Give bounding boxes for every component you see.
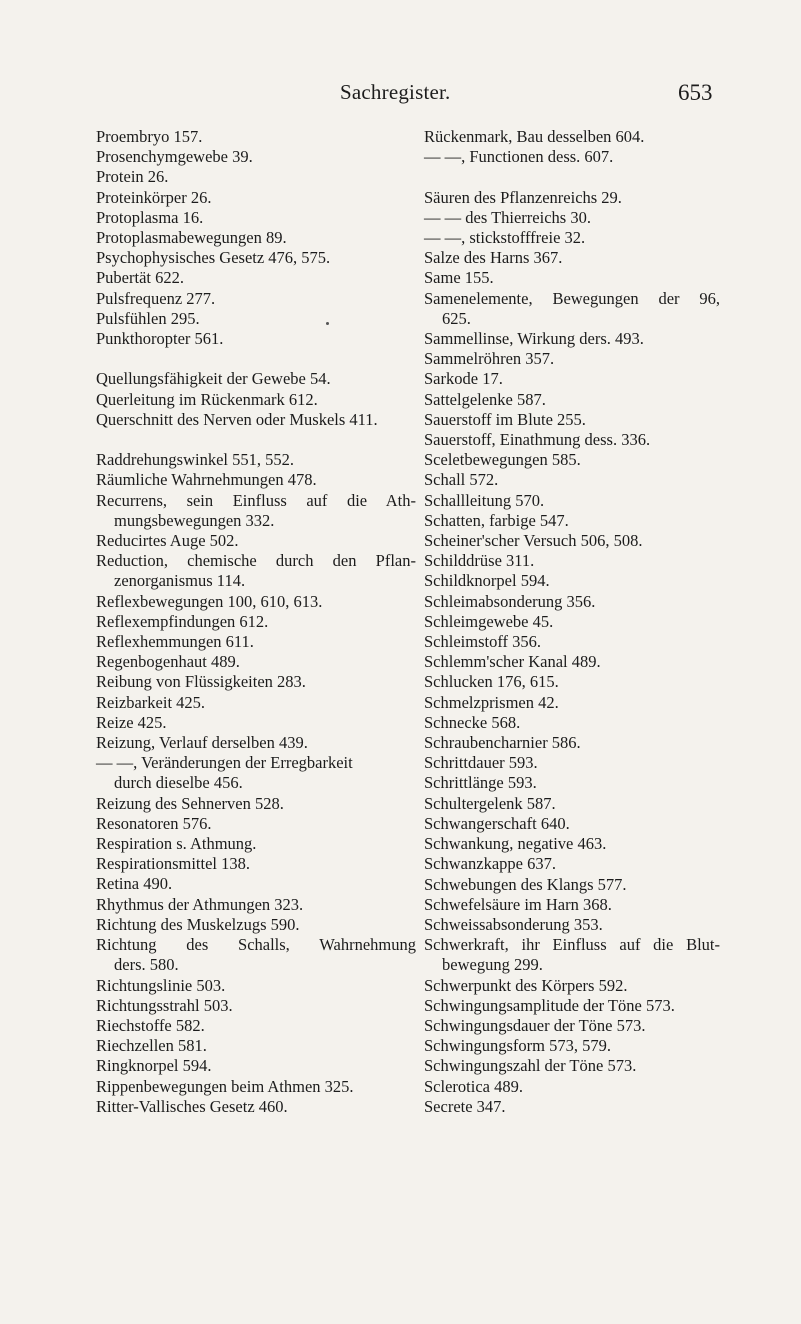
index-entry: Schwingungsdauer der Töne 573. xyxy=(424,1015,646,1035)
index-entry: Samenelemente, Bewegungen der 96, xyxy=(424,288,720,308)
index-entry: Reizung des Sehnerven 528. xyxy=(96,793,284,813)
index-entry: Salze des Harns 367. xyxy=(424,248,563,268)
index-entry-continuation: mungsbewegungen 332. xyxy=(114,510,275,530)
index-entry: Schrittdauer 593. xyxy=(424,753,538,773)
page-title: Sachregister. xyxy=(340,80,451,104)
index-column-right xyxy=(424,127,720,1117)
index-entry: Schultergelenk 587. xyxy=(424,793,556,813)
index-entry: Reizbarkeit 425. xyxy=(96,692,206,712)
index-entry: Proteinkörper 26. xyxy=(96,187,212,207)
index-entry: Pulsfühlen 295. xyxy=(96,308,200,328)
index-entry: — —, Veränderungen der Erregbarkeit xyxy=(96,753,353,773)
index-entry: Reducirtes Auge 502. xyxy=(96,531,239,551)
index-entry: Ringknorpel 594. xyxy=(96,1056,212,1076)
index-entry: Schleimabsonderung 356. xyxy=(424,591,596,611)
index-entry: Sauerstoff im Blute 255. xyxy=(424,409,586,429)
index-entry: Schwingungsamplitude der Töne 573. xyxy=(424,995,675,1015)
index-entry: Raddrehungswinkel 551, 552. xyxy=(96,450,294,470)
index-entry: Sammellinse, Wirkung ders. 493. xyxy=(424,329,644,349)
index-entry: Richtung des Schalls, Wahrnehmung xyxy=(96,935,416,955)
section-gap xyxy=(96,430,416,450)
index-entry: Reflexhemmungen 611. xyxy=(96,632,254,652)
section-gap xyxy=(96,349,416,369)
index-entry-continuation: durch dieselbe 456. xyxy=(114,773,243,793)
page-number: 653 xyxy=(678,80,713,105)
index-entry: Punkthoropter 561. xyxy=(96,329,224,349)
index-entry: Räumliche Wahrnehmungen 478. xyxy=(96,470,317,490)
index-entry: Schlemm'scher Kanal 489. xyxy=(424,652,601,672)
index-entry: Rückenmark, Bau desselben 604. xyxy=(424,127,645,146)
index-entry: Schatten, farbige 547. xyxy=(424,510,569,530)
index-entry: Schilddrüse 311. xyxy=(424,551,535,571)
index-entry: Richtungsstrahl 503. xyxy=(96,995,233,1015)
index-entry-continuation: ders. 580. xyxy=(114,955,179,975)
index-entry: Schrittlänge 593. xyxy=(424,773,537,793)
index-entry: Reizung, Verlauf derselben 439. xyxy=(96,733,308,753)
index-entry: Schweissabsonderung 353. xyxy=(424,914,603,934)
index-entry: Schleimstoff 356. xyxy=(424,632,542,652)
print-speck xyxy=(326,322,329,325)
index-entry-continuation: zenorganismus 114. xyxy=(114,571,246,591)
index-entry: Prosenchymgewebe 39. xyxy=(96,147,253,167)
index-entry: Sclerotica 489. xyxy=(424,1076,523,1096)
index-entry: Schnecke 568. xyxy=(424,712,521,732)
index-entry: Schwanzkappe 637. xyxy=(424,854,556,874)
index-entry: Riechzellen 581. xyxy=(96,1036,207,1056)
index-entry: Schwerpunkt des Körpers 592. xyxy=(424,975,628,995)
index-entry: Proembryo 157. xyxy=(96,127,203,146)
index-entry: Schwerkraft, ihr Einfluss auf die Blut- xyxy=(424,935,720,955)
index-entry: Reduction, chemische durch den Pflan- xyxy=(96,551,416,571)
index-entry: Schwingungsform 573, 579. xyxy=(424,1036,611,1056)
index-entry: Schildknorpel 594. xyxy=(424,571,550,591)
index-entry: Respirationsmittel 138. xyxy=(96,854,250,874)
index-entry: Sarkode 17. xyxy=(424,369,503,389)
index-entry: Psychophysisches Gesetz 476, 575. xyxy=(96,248,331,268)
index-entry: Pulsfrequenz 277. xyxy=(96,288,216,308)
index-entry: Schall 572. xyxy=(424,470,499,490)
index-entry-continuation: 625. xyxy=(442,308,471,328)
index-entry: Resonatoren 576. xyxy=(96,813,212,833)
index-entry: Secrete 347. xyxy=(424,1096,506,1116)
index-entry: Schwebungen des Klangs 577. xyxy=(424,874,627,894)
index-entry: Schwingungszahl der Töne 573. xyxy=(424,1056,637,1076)
index-entry: Ritter-Vallisches Gesetz 460. xyxy=(96,1096,288,1116)
index-entry: Richtungslinie 503. xyxy=(96,975,226,995)
index-entry: Sauerstoff, Einathmung dess. 336. xyxy=(424,430,651,450)
index-entry: — — des Thierreichs 30. xyxy=(424,207,591,227)
index-entry: Recurrens, sein Einfluss auf die Ath- xyxy=(96,490,416,510)
index-entry: Säuren des Pflanzenreichs 29. xyxy=(424,187,622,207)
index-entry: Sceletbewegungen 585. xyxy=(424,450,581,470)
index-entry: — —, Functionen dess. 607. xyxy=(424,147,614,167)
index-entry: Schraubencharnier 586. xyxy=(424,733,581,753)
index-entry: Retina 490. xyxy=(96,874,173,894)
index-entry: Riechstoffe 582. xyxy=(96,1015,205,1035)
index-entry: Protoplasmabewegungen 89. xyxy=(96,228,287,248)
index-entry: Schleimgewebe 45. xyxy=(424,611,554,631)
index-entry: Rhythmus der Athmungen 323. xyxy=(96,894,304,914)
index-entry: Reibung von Flüssigkeiten 283. xyxy=(96,672,306,692)
index-entry: Regenbogenhaut 489. xyxy=(96,652,240,672)
index-entry: Quellungsfähigkeit der Gewebe 54. xyxy=(96,369,331,389)
index-entry: Reflexbewegungen 100, 610, 613. xyxy=(96,591,323,611)
index-entry: Querschnitt des Nerven oder Muskels 411. xyxy=(96,409,378,429)
index-entry: Scheiner'scher Versuch 506, 508. xyxy=(424,531,643,551)
index-entry: Protein 26. xyxy=(96,167,169,187)
index-entry: Reize 425. xyxy=(96,712,167,732)
index-entry: Schwefelsäure im Harn 368. xyxy=(424,894,612,914)
index-entry: Sattelgelenke 587. xyxy=(424,389,546,409)
index-entry: Reflexempfindungen 612. xyxy=(96,611,269,631)
index-entry: Schmelzprismen 42. xyxy=(424,692,559,712)
index-entry-continuation: bewegung 299. xyxy=(442,955,543,975)
running-head xyxy=(0,80,801,110)
index-entry: Schwankung, negative 463. xyxy=(424,834,607,854)
index-entry: Sammelröhren 357. xyxy=(424,349,555,369)
section-gap xyxy=(424,167,720,187)
index-entry: Richtung des Muskelzugs 590. xyxy=(96,914,300,934)
index-entry: Respiration s. Athmung. xyxy=(96,834,257,854)
index-entry: Pubertät 622. xyxy=(96,268,184,288)
index-column-left xyxy=(96,127,416,1117)
index-entry: Schwangerschaft 640. xyxy=(424,813,570,833)
index-entry: Protoplasma 16. xyxy=(96,207,204,227)
index-entry: Schlucken 176, 615. xyxy=(424,672,559,692)
index-entry: — —, stickstofffreie 32. xyxy=(424,228,586,247)
index-entry: Rippenbewegungen beim Athmen 325. xyxy=(96,1076,354,1096)
index-entry: Same 155. xyxy=(424,268,494,288)
index-entry: Querleitung im Rückenmark 612. xyxy=(96,389,318,409)
index-entry: Schallleitung 570. xyxy=(424,490,545,510)
